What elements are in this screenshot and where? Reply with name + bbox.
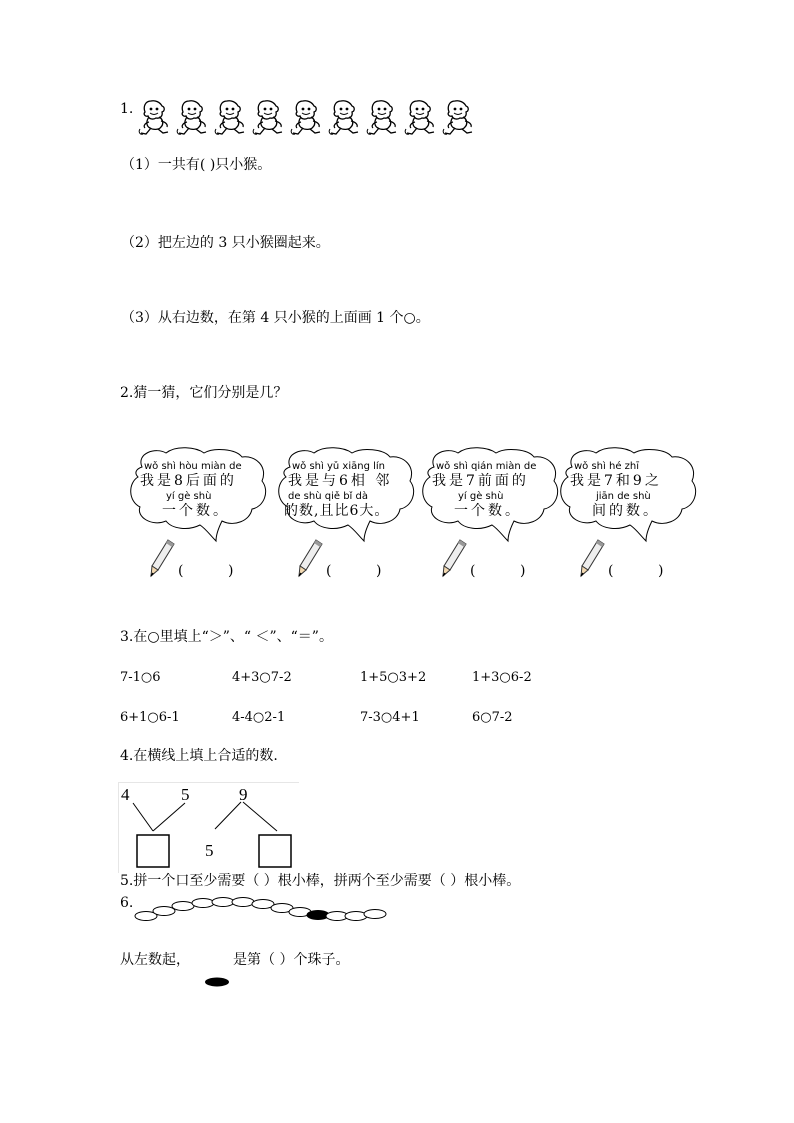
speech-bubble (274, 447, 419, 547)
monkey-icon (289, 97, 326, 137)
hanzi-line: 一个数。 (454, 503, 522, 519)
speech-bubble (556, 447, 701, 547)
white-bead (153, 907, 175, 916)
pinyin-line: yí gè shù (458, 491, 504, 502)
white-bead (192, 899, 214, 908)
pencil-icon (298, 538, 324, 578)
pencil-icon (442, 538, 468, 578)
speech-bubble (418, 447, 563, 547)
monkey-icon (441, 97, 478, 137)
answer-blank: ( ) (178, 563, 234, 579)
q2-title: 2.猜一猜，它们分别是几？ (120, 385, 288, 401)
pinyin-line: wǒ shì hòu miàn de (144, 461, 242, 472)
answer-blank: ( ) (470, 563, 526, 579)
q3-expr: 4-4○2-1 (232, 710, 286, 725)
bond-left-part-b: 5 (181, 785, 190, 804)
hanzi-line: 间的数。 (592, 503, 660, 519)
bond-right-whole: 9 (239, 785, 248, 804)
white-bead (172, 902, 194, 911)
hanzi-line: 我是7前面的 (432, 473, 529, 489)
monkey-row (137, 97, 478, 137)
q3-title: 3.在○里填上“＞”、“ ＜”、“＝”。 (120, 629, 333, 645)
speech-bubble (126, 447, 271, 547)
hanzi-line: 一个数。 (162, 503, 230, 519)
q5-text: 5.拼一个口至少需要（ ）根小棒，拼两个至少需要（ ）根小棒。 (120, 873, 521, 889)
pinyin-line: wǒ shì hé zhī (574, 461, 640, 472)
q3-expr: 1+3○6-2 (472, 670, 532, 685)
monkey-icon (137, 97, 174, 137)
q6-text-after: 是第（ ）个珠子。 (233, 952, 350, 968)
white-bead (364, 910, 386, 919)
monkey-icon (403, 97, 440, 137)
pinyin-line: wǒ shì yǔ xiāng lín (292, 461, 385, 472)
q3-expr: 6+1○6-1 (120, 710, 180, 725)
pencil-icon (150, 538, 176, 578)
white-bead (212, 898, 234, 907)
pinyin-line: jiān de shù (596, 491, 651, 502)
q3-expr: 6○7-2 (472, 710, 513, 725)
q1-sub-2: （2）把左边的 3 只小猴圈起来。 (121, 235, 330, 251)
hanzi-line: 我是7和9之 (570, 473, 662, 489)
monkey-icon (365, 97, 402, 137)
answer-blank: ( ) (326, 563, 382, 579)
q1-number: 1. (120, 101, 134, 117)
monkey-icon (175, 97, 212, 137)
pinyin-line: yí gè shù (166, 491, 212, 502)
q4-title: 4.在横线上填上合适的数. (120, 748, 278, 764)
bond-left-part-a: 4 (121, 785, 130, 804)
q6-text-before: 从左数起， (120, 952, 190, 968)
number-bond-diagram (118, 782, 299, 873)
pencil-icon (580, 538, 606, 578)
white-bead (345, 912, 367, 921)
q3-expr: 4+3○7-2 (232, 670, 292, 685)
monkey-icon (251, 97, 288, 137)
q6-number: 6. (120, 895, 134, 911)
q1-sub-3: （3）从右边数，在第 4 只小猴的上面画 1 个○。 (121, 310, 430, 326)
pinyin-line: wǒ shì qián miàn de (436, 461, 537, 472)
hanzi-line: 我是8后面的 (140, 473, 237, 489)
q3-expr: 7-1○6 (120, 670, 161, 685)
hanzi-line: 我是与6相 邻 (288, 473, 393, 489)
pinyin-line: de shù qiě bǐ dà (288, 491, 368, 502)
monkey-icon (213, 97, 250, 137)
bead-string (130, 894, 390, 930)
q3-expr: 1+5○3+2 (360, 670, 427, 685)
monkey-icon (327, 97, 364, 137)
white-bead (232, 898, 254, 907)
q3-expr: 7-3○4+1 (360, 710, 420, 725)
bond-right-part: 5 (205, 841, 214, 860)
hanzi-line: 的数,且比6大。 (284, 503, 390, 519)
black-bead-icon (203, 976, 231, 988)
q1-sub-1: （1）一共有( )只小猴。 (121, 157, 272, 173)
answer-blank: ( ) (608, 563, 664, 579)
